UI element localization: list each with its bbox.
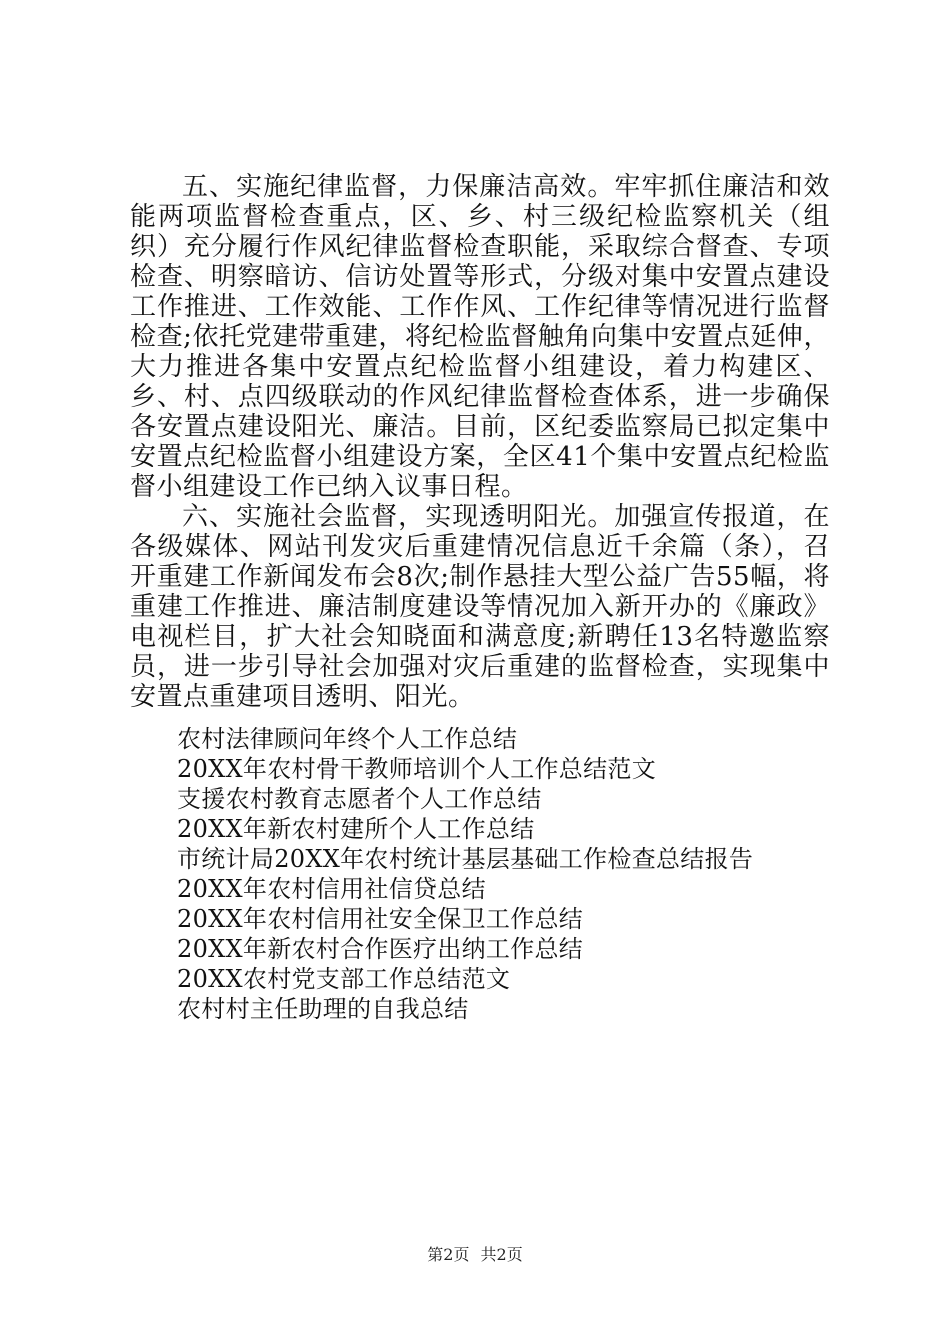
related-article-link[interactable]: 农村法律顾问年终个人工作总结 [177,725,518,753]
related-article-link[interactable]: 市统计局20XX年农村统计基层基础工作检查总结报告 [177,845,754,873]
paragraph-social-supervision: 六、实施社会监督，实现透明阳光。加强宣传报道，在各级媒体、网站刊发灾后重建情况信息近千余篇（条），召开重建工作新闻发布会8次;制作悬挂大型公益广告55幅，将重建工作推进、廉洁制度建设等情况加入新开办的《廉政》电视栏目，扩大社会知晓面和满意度;新聘任13名特邀监察员，进一步引导社会加强对灾后重建的监督检查，实现集中安置点重建项目透明、阳光。 [130,502,830,712]
paragraph-discipline-supervision: 五、实施纪律监督，力保廉洁高效。牢牢抓住廉洁和效能两项监督检查重点，区、乡、村三级纪检监察机关（组织）充分履行作风纪律监督检查职能，采取综合督查、专项检查、明察暗访、信访处置等形式，分级对集中安置点建设工作推进、工作效能、工作作风、工作纪律等情况进行监督检查;依托党建带重建，将纪检监督触角向集中安置点延伸，大力推进各集中安置点纪检监督小组建设，着力构建区、乡、村、点四级联动的作风纪律监督检查体系，进一步确保各安置点建设阳光、廉洁。目前，区纪委监察局已拟定集中安置点纪检监督小组建设方案，全区41个集中安置点纪检监督小组建设工作已纳入议事日程。 [130,172,830,502]
related-articles-list [177,724,753,1024]
related-article-link[interactable]: 20XX农村党支部工作总结范文 [177,965,511,993]
related-article-link[interactable]: 支援农村教育志愿者个人工作总结 [177,785,542,813]
related-article-link[interactable]: 20XX年新农村建所个人工作总结 [177,815,535,843]
related-article-link[interactable]: 20XX年农村信用社安全保卫工作总结 [177,905,584,933]
related-article-link[interactable]: 20XX年农村信用社信贷总结 [177,875,486,903]
related-article-link[interactable]: 农村村主任助理的自我总结 [177,995,469,1023]
related-article-link[interactable]: 20XX年农村骨干教师培训个人工作总结范文 [177,755,657,783]
related-article-link[interactable]: 20XX年新农村合作医疗出纳工作总结 [177,935,584,963]
page-total: 共2页 [480,1245,523,1264]
page-footer [0,1245,950,1265]
document-body [130,172,830,712]
page-number: 第2页 [427,1245,470,1264]
